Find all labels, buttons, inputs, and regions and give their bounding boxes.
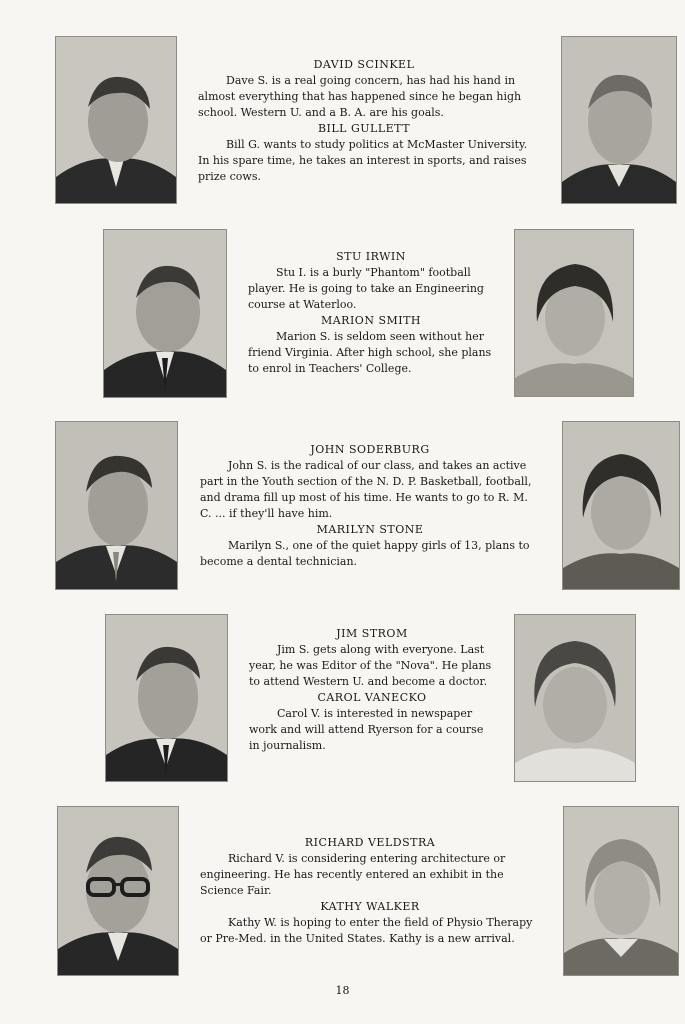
portrait-john-soderburg xyxy=(55,421,178,590)
entry-block-row4 xyxy=(249,626,495,754)
student-description: Marilyn S., one of the quiet happy girls of 13, plans to become a dental technician. xyxy=(200,539,530,568)
entry-block-row1 xyxy=(198,57,530,185)
portrait-carol-vanecko xyxy=(514,614,636,782)
portrait-kathy-walker xyxy=(563,806,679,976)
student-description: Dave S. is a real going concern, has had his hand in almost everything that has happened since he began high school. Western U. and a B. A. are his goals. xyxy=(198,74,522,119)
student-description: Jim S. gets along with everyone. Last year, he was Editor of the "Nova". He plans to attend Western U. and become a doctor. xyxy=(249,643,492,688)
student-name: MARILYN STONE xyxy=(316,523,424,536)
portrait-photo xyxy=(56,422,177,589)
portrait-photo xyxy=(562,37,676,203)
student-name: MARION SMITH xyxy=(320,314,422,327)
student-name: STU IRWIN xyxy=(336,250,406,263)
student-name: JIM STROM xyxy=(336,627,408,640)
portrait-photo xyxy=(104,230,226,397)
student-description: Richard V. is considering entering architecture or engineering. He has recently entered an exhibit in the Science Fair. xyxy=(200,852,506,897)
portrait-photo xyxy=(515,615,635,781)
entry-block-row3 xyxy=(200,442,540,570)
student-description: Carol V. is interested in newspaper work and will attend Ryerson for a course in journalism. xyxy=(249,707,484,752)
portrait-jim-strom xyxy=(105,614,228,782)
portrait-photo xyxy=(515,230,633,396)
student-description: Bill G. wants to study politics at McMaster University. In his spare time, he takes an interest in sports, and raises prize cows. xyxy=(198,138,528,183)
entry-block-row5 xyxy=(200,835,540,947)
portrait-stu-irwin xyxy=(103,229,227,398)
student-name: DAVID SCINKEL xyxy=(313,58,415,71)
student-name: CAROL VANECKO xyxy=(317,691,427,704)
student-name: BILL GULLETT xyxy=(317,122,411,135)
portrait-marilyn-stone xyxy=(562,421,680,590)
student-description: Kathy W. is hoping to enter the field of Physio Therapy or Pre-Med. in the United States. Kathy is a new arrival. xyxy=(200,916,533,945)
entry-block-row2 xyxy=(248,249,494,377)
portrait-photo xyxy=(563,422,679,589)
student-description: Marion S. is seldom seen without her friend Virginia. After high school, she plans to enrol in Teachers' College. xyxy=(248,330,492,375)
portrait-marion-smith xyxy=(514,229,634,397)
student-name: KATHY WALKER xyxy=(320,900,420,913)
portrait-david-scinkel xyxy=(55,36,177,204)
portrait-photo xyxy=(58,807,178,975)
portrait-photo xyxy=(564,807,678,975)
student-description: Stu I. is a burly "Phantom" football player. He is going to take an Engineering course at Waterloo. xyxy=(248,266,484,311)
student-name: JOHN SODERBURG xyxy=(310,443,430,456)
portrait-richard-veldstra xyxy=(57,806,179,976)
student-name: RICHARD VELDSTRA xyxy=(304,836,436,849)
portrait-photo xyxy=(106,615,227,781)
student-description: John S. is the radical of our class, and takes an active part in the Youth section of the N. D. P. Basketball, football, and drama fill up most of his time. He wants to go to R. M. C. ... if they'll have him. xyxy=(200,459,532,520)
portrait-bill-gullett xyxy=(561,36,677,204)
page-number: 18 xyxy=(335,984,350,997)
portrait-photo xyxy=(56,37,176,203)
